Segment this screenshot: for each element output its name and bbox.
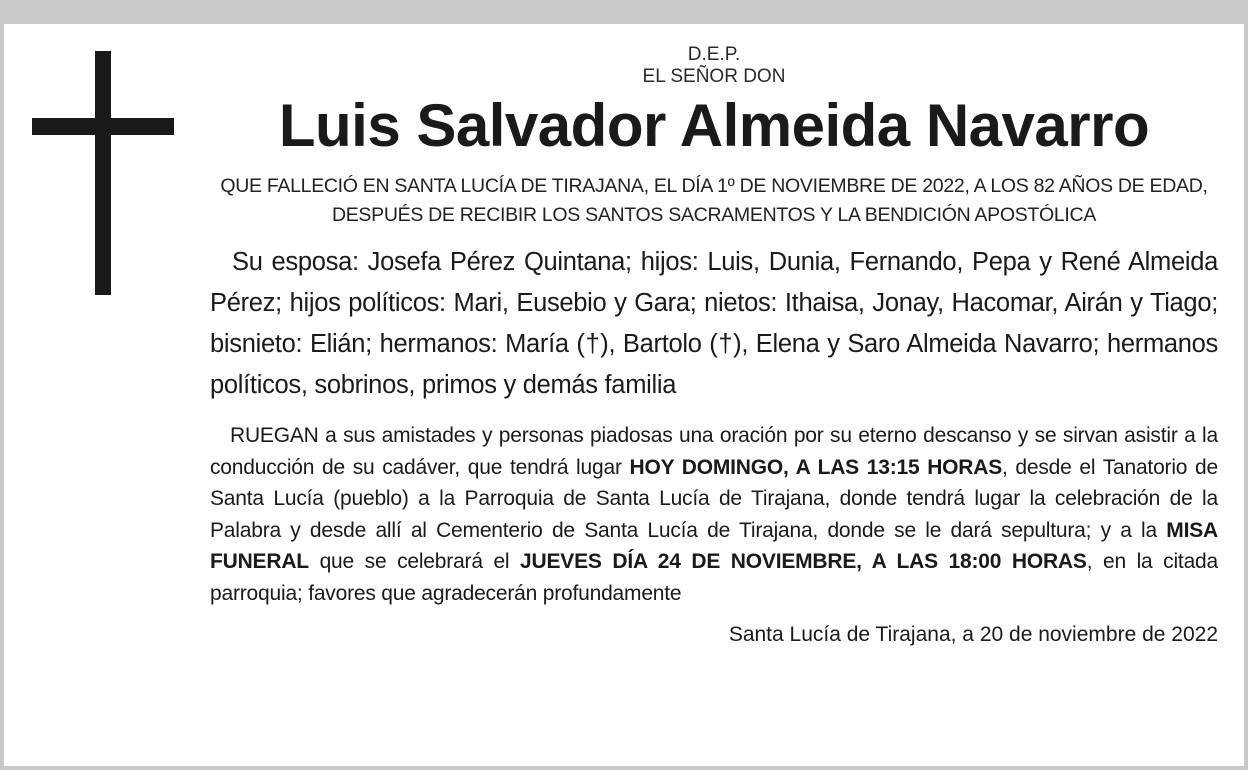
request-text-2: , desde el Tanatorio de Santa Lucía (pueblo) a la Parroquia de Santa Lucía de Tirajana, donde tendrá lugar la celebración de la Palabra y desde allí al Cementerio de Santa Lucía de Tirajana, donde se le dará sepultura; y a la: [210, 455, 1218, 542]
request-bold-3: JUEVES DÍA 24 DE NOVIEMBRE, A LAS 18:00 HORAS: [520, 550, 1087, 574]
place-date-signature: Santa Lucía de Tirajana, a 20 de noviembre de 2022: [728, 622, 1218, 646]
death-notice-text: QUE FALLECIÓ EN SANTA LUCÍA DE TIRAJANA, EL DÍA 1º DE NOVIEMBRE DE 2022, A LOS 82 AÑOS DE EDAD, DESPUÉS DE RECIBIR LOS SANTOS SACRAMENTOS Y LA BENDICIÓN APOSTÓLICA: [220, 175, 1208, 226]
request-text-4: , en la citada parroquia; favores que agradecerán profundamente: [210, 550, 1219, 605]
title-label: EL SEÑOR DON: [642, 66, 786, 87]
family-list: Su esposa: Josefa Pérez Quintana; hijos: Luis, Dunia, Fernando, Pepa y René Almeida Pérez; hijos políticos: Mari, Eusebio y Gara; nietos: Ithaisa, Jonay, Hacomar, Airán y Tiago; bisnieto: Elián; hermanos: María (†), Bartolo (†), Elena y Saro Almeida Navarro; hermanos políticos, sobrinos, primos y demás familia: [210, 248, 1218, 399]
request-bold-1: HOY DOMINGO, A LAS 13:15 HORAS: [629, 455, 1003, 479]
dep-label: D.E.P.: [687, 44, 741, 65]
latin-cross-icon-bar: [32, 118, 174, 135]
request-text-3: que se celebrará el: [308, 550, 521, 574]
request-bold-2: MISA FUNERAL: [210, 518, 1218, 574]
latin-cross-icon: [95, 51, 111, 295]
obituary-content: [210, 44, 1218, 650]
deceased-name: Luis Salvador Almeida Navarro: [278, 92, 1150, 159]
request-text-1: RUEGAN a sus amistades y personas piadosas una oración por su eterno descanso y se sirvan asistir a la conducción de su cadáver, que tendrá lugar: [210, 424, 1218, 479]
request-paragraph: [210, 420, 1218, 610]
